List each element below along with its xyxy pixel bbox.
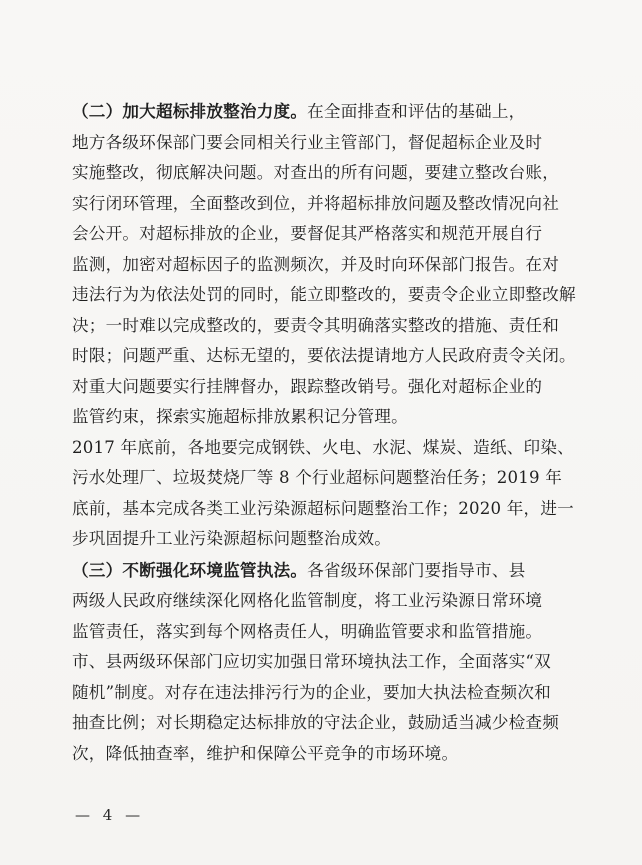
text-line: 会公开。对超标排放的企业，要督促其严格落实和规范开展自行 (72, 224, 543, 243)
text-line: 实行闭环管理，全面整改到位，并将超标排放问题及整改情况向社 (72, 193, 560, 213)
text-line: 实施整改，彻底解决问题。对查出的所有问题，要建立整改台账， (72, 163, 560, 182)
paragraph-2 (72, 433, 584, 555)
text-line: 市、县两级环保部门应切实加强日常环境执法工作，全面落实“双 (72, 652, 551, 671)
text-line: 地方各级环保部门要会同相关行业主管部门，督促超标企业及时 (72, 132, 543, 152)
text-line: 随机”制度。对存在违法排污行为的企业，要加大执法检查频次和 (72, 682, 551, 702)
text-line (72, 555, 584, 587)
line-text: 各省级环保部门要指导市、县 (307, 560, 526, 580)
text-line: 违法行为为依法处罚的同时，能立即整改的，要责令企业立即整改解 (72, 285, 576, 304)
section-heading: （三）不断强化环境监管执法。 (72, 559, 308, 580)
section-heading: （二）加大超标排放整治力度。 (72, 101, 308, 121)
text-line: 步巩固提升工业污染源超标问题整治成效。 (72, 529, 392, 548)
text-line: 污水处理厂、垃圾焚烧厂等 8 个行业超标问题整治任务；2019 年 (72, 468, 563, 487)
text-line: 监管约束，探索实施超标排放累积记分管理。 (72, 407, 408, 426)
text-line: 次，降低抽查率，维护和保障公平竞争的市场环境。 (72, 743, 459, 763)
text-line: 抽查比例；对长期稳定达标排放的守法企业，鼓励适当减少检查频 (72, 713, 560, 732)
text-line: 监管责任，落实到每个网格责任人，明确监管要求和监管措施。 (72, 621, 543, 641)
text-line: 时限；问题严重、达标无望的，要依法提请地方人民政府责令关闭。 (72, 346, 576, 365)
document-body (72, 96, 584, 769)
page-number: — 4 — (75, 806, 145, 824)
text-line: 2017 年底前，各地要完成钢铁、火电、水泥、煤炭、造纸、印染、 (72, 437, 574, 457)
line-text: 在全面排查和评估的基础上， (307, 102, 526, 121)
paragraph-1 (72, 96, 584, 433)
text-line: 对重大问题要实行挂牌督办，跟踪整改销号。强化对超标企业的 (72, 376, 543, 396)
paragraph-3 (72, 555, 584, 770)
text-line: 决；一时难以完成整改的，要责令其明确落实整改的措施、责任和 (72, 315, 560, 335)
text-line (72, 96, 584, 128)
text-line: 底前，基本完成各类工业污染源超标问题整治工作；2020 年，进一 (72, 498, 574, 518)
text-line: 监测，加密对超标因子的监测频次，并及时向环保部门报告。在对 (72, 254, 560, 274)
text-line: 两级人民政府继续深化网格化监管制度，将工业污染源日常环境 (72, 591, 543, 610)
